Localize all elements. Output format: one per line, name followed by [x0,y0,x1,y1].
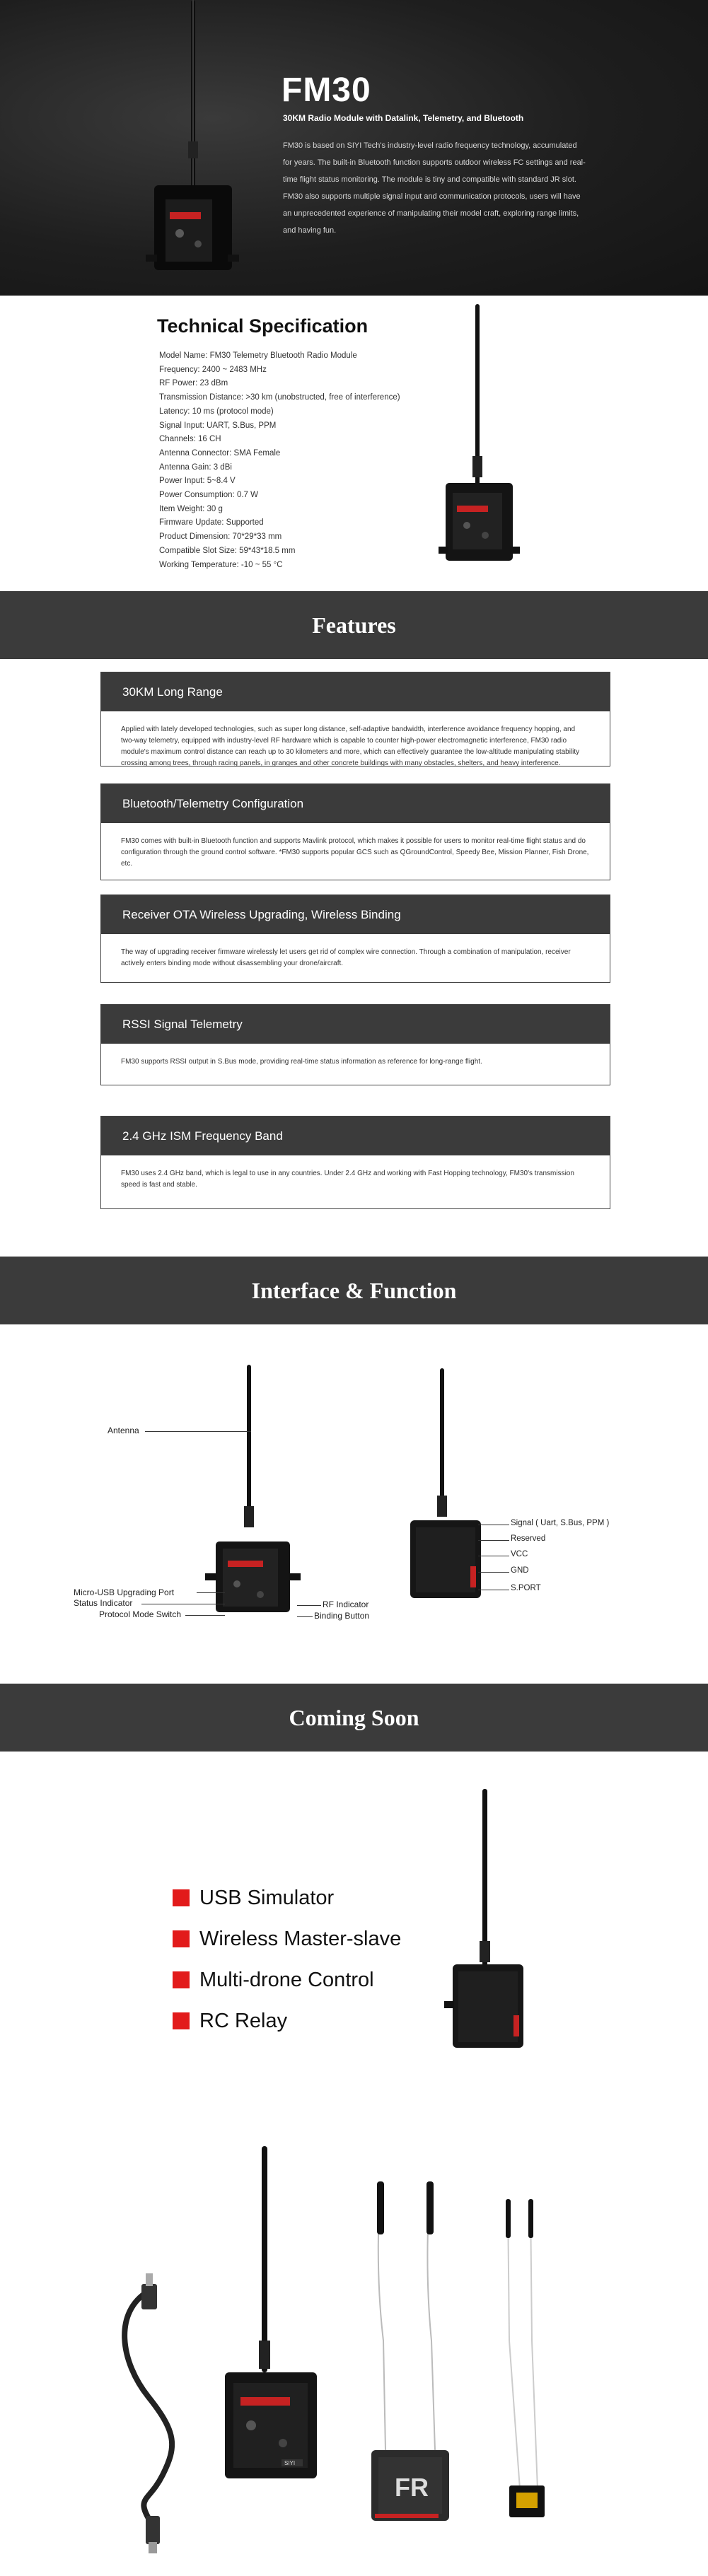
hero-banner [0,0,708,296]
coming-soon-product-image [439,1789,538,2065]
spec-item: Firmware Update: Supported [159,518,264,528]
feature-heading: Bluetooth/Telemetry Configuration [101,784,610,823]
feature-body: FM30 uses 2.4 GHz band, which is legal to use in any countries. Under 2.4 GHz and working with Fast Hopping technology, FM30's transmission speed is fast and stable. [121,1170,574,1189]
coming-soon-label: Wireless Master-slave [199,1927,402,1950]
spec-item: Item Weight: 30 g [159,504,223,513]
spec-list [159,349,456,572]
coming-soon-label: RC Relay [199,2009,288,2032]
spec-item: Compatible Slot Size: 59*43*18.5 mm [159,546,296,555]
feature-box [100,672,610,767]
bullet-square-icon [173,1930,190,1947]
interface-banner: Interface & Function [0,1257,708,1324]
features-banner: Features [0,591,708,659]
hero-description: FM30 is based on SIYI Tech's industry-level radio frequency technology, accumulated for years. The built-in Bluetooth function supports outdoor wireless FC settings and real-time flight status monitoring. The module is tiny and compatible with standard JR slot. FM30 also supports multiple signal input and communication protocols, users will have an unprecedented experience of manipulating their model craft, exploring range limits, and having fun. [283,141,586,235]
feature-body: FM30 supports RSSI output in S.Bus mode, providing real-time status information as reference for long-range flight. [121,1058,482,1066]
interface-left-image [205,1361,304,1623]
interface-right-image [396,1368,495,1609]
label-signal: Signal ( Uart, S.Bus, PPM ) [511,1519,610,1527]
feature-heading: 2.4 GHz ISM Frequency Band [101,1117,610,1155]
coming-soon-item [173,2007,287,2035]
bullet-square-icon [173,1889,190,1906]
leader-line [297,1605,321,1606]
feature-body: FM30 comes with built-in Bluetooth function and supports Mavlink protocol, which makes it possible for users to monitor real-time flight status and do configuration through the ground control software. *FM30 supports popular GCS such as QGroundControl, Speedy Bee, Mission Planner, Fish Drone, etc. [121,837,589,868]
feature-body: Applied with lately developed technologies, such as super long distance, self-adaptive bandwidth, interference avoidance frequency hopping, and two-way telemetry, equipped with industry-level RF hardware which is capable to counter high-power electromagnetic interference, FM30 radio module's maximum control distance can reach up to 30 kilometers and more, which can effectively guarantee the low-altitude manipulating stability crossing among trees, through racing panels, in granges and other concrete buildings with many obstacles, shelters, and heavy interference. [121,725,580,767]
spec-item: Model Name: FM30 Telemetry Bluetooth Radio Module [159,351,357,360]
label-status-indicator: Status Indicator [74,1598,133,1608]
spec-title: Technical Specification [157,315,368,337]
feature-box [100,894,610,983]
package-contents-image [120,2128,644,2567]
spec-item: Working Temperature: -10 ~ 55 °C [159,560,283,569]
label-rf-indicator: RF Indicator [323,1599,369,1609]
coming-soon-banner: Coming Soon [0,1684,708,1752]
leader-line [478,1572,509,1573]
feature-box [100,783,610,880]
hero-title: FM30 [282,71,371,109]
spec-item: RF Power: 23 dBm [159,379,228,388]
label-antenna: Antenna [108,1426,139,1435]
label-gnd: GND [511,1566,529,1575]
label-micro-usb: Micro-USB Upgrading Port [74,1587,175,1597]
spec-product-image [424,301,538,598]
coming-soon-label: Multi-drone Control [199,1968,374,1991]
coming-soon-item [173,1966,374,1994]
usb-cable [124,2291,172,2524]
spec-item: Channels: 16 CH [159,435,221,444]
spec-item: Power Input: 5~8.4 V [159,477,236,486]
feature-body: The way of upgrading receiver firmware wirelessly let users get rid of complex wire connection. Through a combination of manipulation, receiver actively enters binding mode without disassembling your drone/aircraft. [121,948,571,967]
leader-line [478,1540,509,1541]
bullet-square-icon [173,1971,190,1988]
spec-item: Antenna Gain: 3 dBi [159,462,232,472]
fm30-hero-image [141,0,283,296]
feature-heading: RSSI Signal Telemetry [101,1005,610,1044]
coming-soon-label: USB Simulator [199,1886,335,1909]
coming-soon-item [173,1925,401,1953]
fm30-module [225,2146,317,2478]
mini-receiver [506,2199,545,2517]
feature-box [100,1116,610,1209]
spec-item: Transmission Distance: >30 km (unobstructed, free of interference) [159,393,400,402]
leader-line [145,1431,251,1432]
label-vcc: VCC [511,1550,528,1558]
leader-line [197,1592,225,1593]
module-brand-label: SIYI [284,2460,296,2466]
label-binding-button: Binding Button [314,1611,370,1621]
feature-box [100,1004,610,1085]
leader-line [297,1616,313,1617]
label-protocol-switch: Protocol Mode Switch [99,1609,182,1619]
label-sport: S.PORT [511,1584,541,1592]
label-reserved: Reserved [511,1534,546,1543]
leader-line [185,1615,225,1616]
hero-subtitle: 30KM Radio Module with Datalink, Telemetry, and Bluetooth [283,113,524,123]
coming-soon-item [173,1884,334,1912]
spec-item: Latency: 10 ms (protocol mode) [159,407,274,416]
receiver-logo: FR [395,2473,429,2502]
feature-heading: Receiver OTA Wireless Upgrading, Wireless Binding [101,895,610,934]
feature-heading: 30KM Long Range [101,672,610,711]
spec-item: Frequency: 2400 ~ 2483 MHz [159,365,267,374]
spec-item: Power Consumption: 0.7 W [159,491,258,500]
spec-item: Signal Input: UART, S.Bus, PPM [159,421,277,430]
bullet-square-icon [173,2012,190,2029]
fr-receiver [371,2181,449,2521]
spec-item: Product Dimension: 70*29*33 mm [159,532,282,542]
spec-item: Antenna Connector: SMA Female [159,448,281,457]
